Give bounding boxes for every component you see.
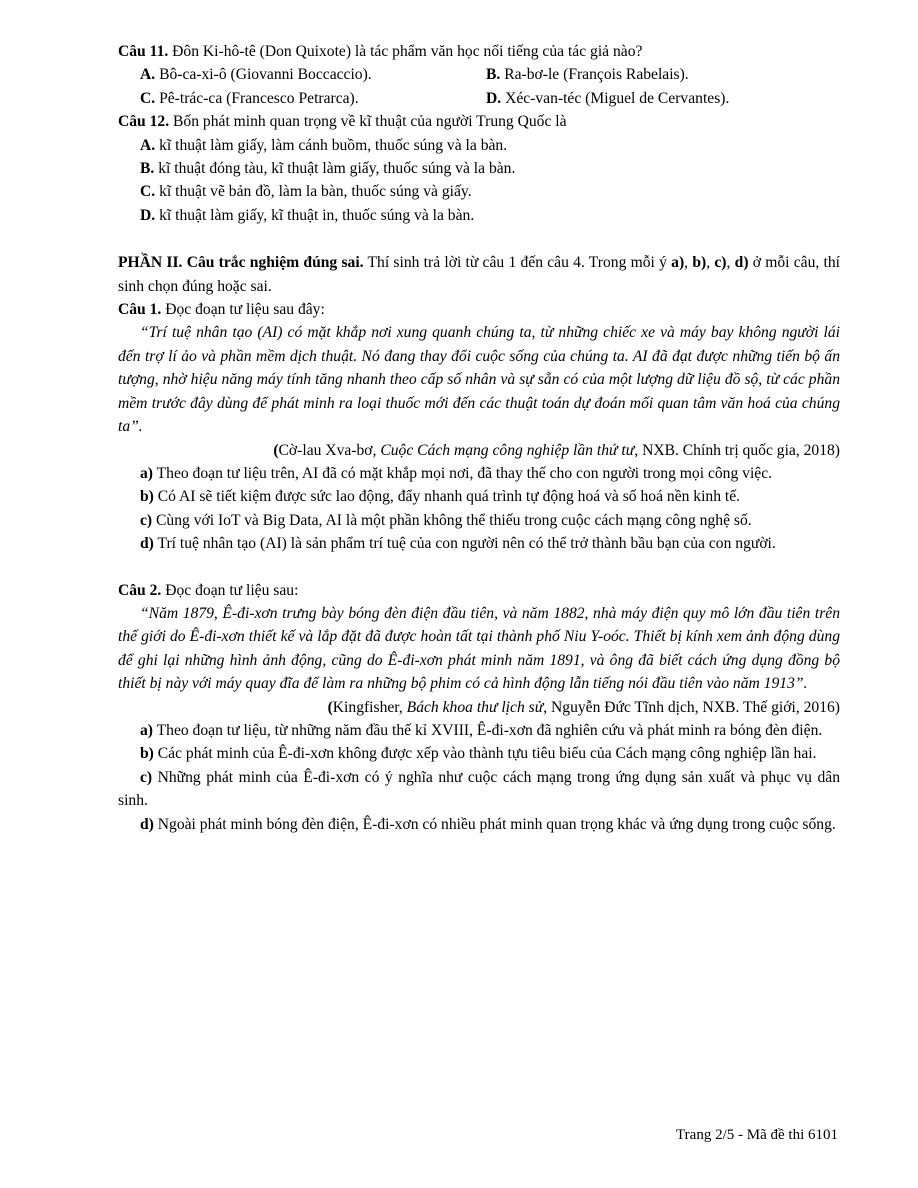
question-11	[118, 40, 840, 63]
question-2	[118, 579, 840, 602]
options-row	[118, 63, 840, 86]
statement-d	[118, 813, 840, 836]
question-12	[118, 110, 840, 133]
part2-key-d: d)	[734, 254, 749, 272]
option-key: C.	[140, 183, 156, 201]
source-citation: (Cờ-lau Xva-bơ, Cuộc Cách mạng công nghiệp lần thứ tư, NXB. Chính trị quốc gia, 2018)	[273, 441, 840, 459]
option-b	[486, 63, 840, 86]
option-a	[118, 63, 486, 86]
option-key: B.	[486, 66, 501, 84]
option-a	[118, 134, 840, 157]
question-label: Câu 1.	[118, 301, 162, 319]
question-text: Đọc đoạn tư liệu sau đây:	[161, 301, 325, 319]
question-text: Đôn Ki-hô-tê (Don Quixote) là tác phẩm văn học nổi tiếng của tác giả nào?	[172, 43, 643, 60]
option-text: Ra-bơ-le (François Rabelais).	[504, 66, 689, 84]
statement-d	[118, 532, 840, 555]
statement-text: Những phát minh của Ê-đi-xơn có ý nghĩa như cuộc cách mạng trong ứng dụng sản xuất và phục vụ dân sinh.	[118, 768, 840, 810]
question-text: Bốn phát minh quan trọng về kĩ thuật của người Trung Quốc là	[173, 113, 567, 131]
citation-author-visible: Kingfisher,	[332, 698, 407, 716]
exam-page	[118, 40, 840, 836]
citation-title: Bách khoa thư lịch sử	[406, 698, 544, 716]
statement-text: Ngoài phát minh bóng đèn điện, Ê-đi-xơn có nhiều phát minh quan trọng khác và ứng dụng trong cuộc sống.	[153, 815, 836, 833]
options-row	[118, 87, 840, 110]
question-label: Câu 2.	[118, 581, 162, 599]
statement-key: c)	[140, 768, 153, 786]
statement-key: b)	[140, 745, 154, 763]
source-quote: “Trí tuệ nhân tạo (AI) có mặt khắp nơi xung quanh chúng ta, từ những chiếc xe và máy bay không người lái đến trợ lí ảo và phần mềm dịch thuật. Nó đang thay đổi cuộc sống của chúng ta. AI đã đạt được những tiến bộ ấn tượng, nhờ hiệu năng máy tính tăng nhanh theo cấp số nhân và sự sẵn có của một lượng dữ liệu đồ sộ, từ các phần mềm trước đây dùng để phát minh ra loại thuốc mới đến các thuật toán dự đoán mối quan tâm văn hoá của chúng ta”.	[118, 324, 840, 436]
option-c	[118, 87, 486, 110]
source-citation: (Kingfisher, Bách khoa thư lịch sử, Nguyễn Đức Tĩnh dịch, NXB. Thế giới, 2016)	[327, 698, 840, 716]
option-c	[118, 180, 840, 203]
citation-author-visible: Cờ-lau Xva-bơ,	[278, 441, 381, 459]
part2-key-b: b)	[692, 254, 707, 272]
part2-key-a: a)	[671, 254, 685, 272]
option-text: Bô-ca-xi-ô (Giovanni Boccaccio).	[159, 66, 372, 84]
option-key: A.	[140, 136, 156, 154]
option-b	[118, 157, 840, 180]
statement-text: Theo đoạn tư liệu, từ những năm đầu thế kỉ XVIII, Ê-đi-xơn đã nghiên cứu và phát minh ra bóng đèn điện.	[153, 721, 823, 739]
statement-c	[118, 509, 840, 532]
statement-text: Có AI sẽ tiết kiệm được sức lao động, đẩy nhanh quá trình tự động hoá và số hoá nền kinh tế.	[153, 488, 741, 506]
citation-rest: , Nguyễn Đức Tĩnh dịch, NXB. Thế giới, 2016)	[543, 698, 840, 716]
option-key: D.	[486, 89, 502, 107]
part2-sep: ,	[726, 254, 735, 272]
option-d	[118, 204, 840, 227]
part2-intro-text: Thí sinh trả lời từ câu 1 đến câu 4. Trong mỗi ý	[363, 254, 672, 272]
option-text: kĩ thuật đóng tàu, kĩ thuật làm giấy, thuốc súng và la bàn.	[158, 160, 516, 178]
option-key: A.	[140, 66, 156, 84]
statement-b	[118, 742, 840, 765]
citation-title: Cuộc Cách mạng công nghiệp lần thứ tư	[380, 441, 635, 459]
option-text: Xéc-van-téc (Miguel de Cervantes).	[505, 89, 730, 107]
part2-key-c: c)	[714, 254, 727, 272]
option-text: Pê-trác-ca (Francesco Petrarca).	[159, 89, 359, 107]
option-d	[486, 87, 840, 110]
source-quote: “Năm 1879, Ê-đi-xơn trưng bày bóng đèn điện đầu tiên, và năm 1882, nhà máy điện quy mô lớn đầu tiên trên thế giới do Ê-đi-xơn thiết kế và lắp đặt đã được hoàn tất tại thành phố Niu Y-oóc. Thiết bị kính xem ảnh động dùng để ghi lại những hình ảnh động, cũng do Ê-đi-xơn phát minh năm 1891, và ông đã biết cách ứng dụng đồng bộ thiết bị này với máy quay đĩa để làm ra những bộ phim có cả hình động lẫn tiếng nói đầu tiên vào năm 1913”.	[118, 604, 840, 693]
statement-text: Các phát minh của Ê-đi-xơn không được xếp vào thành tựu tiêu biểu của Cách mạng công nghiệp lần hai.	[153, 745, 817, 763]
statement-key: b)	[140, 488, 154, 506]
statement-text: Cùng với IoT và Big Data, AI là một phần không thể thiếu trong cuộc cách mạng công nghệ số.	[152, 511, 752, 529]
option-key: B.	[140, 160, 155, 178]
option-text: kĩ thuật vẽ bản đồ, làm la bàn, thuốc súng và giấy.	[159, 183, 472, 201]
statement-text: Trí tuệ nhân tạo (AI) là sản phẩm trí tuệ của con người nên có thể trở thành bầu bạn của con người.	[153, 535, 776, 553]
statement-key: d)	[140, 815, 154, 833]
option-text: kĩ thuật làm giấy, kĩ thuật in, thuốc súng và la bàn.	[159, 206, 475, 224]
option-key: D.	[140, 206, 156, 224]
statement-key: d)	[140, 535, 154, 553]
statement-a	[118, 462, 840, 485]
option-key: C.	[140, 89, 156, 107]
part2-sep: ,	[684, 254, 693, 272]
question-text: Đọc đoạn tư liệu sau:	[161, 581, 299, 599]
citation-rest: , NXB. Chính trị quốc gia, 2018)	[634, 441, 840, 459]
part2-intro	[118, 251, 840, 298]
statement-a	[118, 719, 840, 742]
part2-sep: ,	[706, 254, 715, 272]
page-footer: Trang 2/5 - Mã đề thi 6101	[676, 1127, 838, 1143]
statement-key: c)	[140, 511, 153, 529]
statement-key: a)	[140, 721, 153, 739]
question-1	[118, 298, 840, 321]
statement-key: a)	[140, 464, 153, 482]
statement-b	[118, 485, 840, 508]
question-label: Câu 12.	[118, 113, 170, 131]
part2-title: PHẦN II. Câu trắc nghiệm đúng sai.	[118, 254, 364, 272]
statement-text: Theo đoạn tư liệu trên, AI đã có mặt khắp mọi nơi, đã thay thế cho con người trong mọi công việc.	[153, 464, 773, 482]
statement-c	[118, 766, 840, 813]
option-text: kĩ thuật làm giấy, làm cánh buồm, thuốc súng và la bàn.	[159, 136, 508, 154]
question-label: Câu 11.	[118, 43, 169, 60]
part2-intro-text: ở mỗi câu, thí sinh chọn đúng hoặc sai.	[118, 254, 841, 295]
